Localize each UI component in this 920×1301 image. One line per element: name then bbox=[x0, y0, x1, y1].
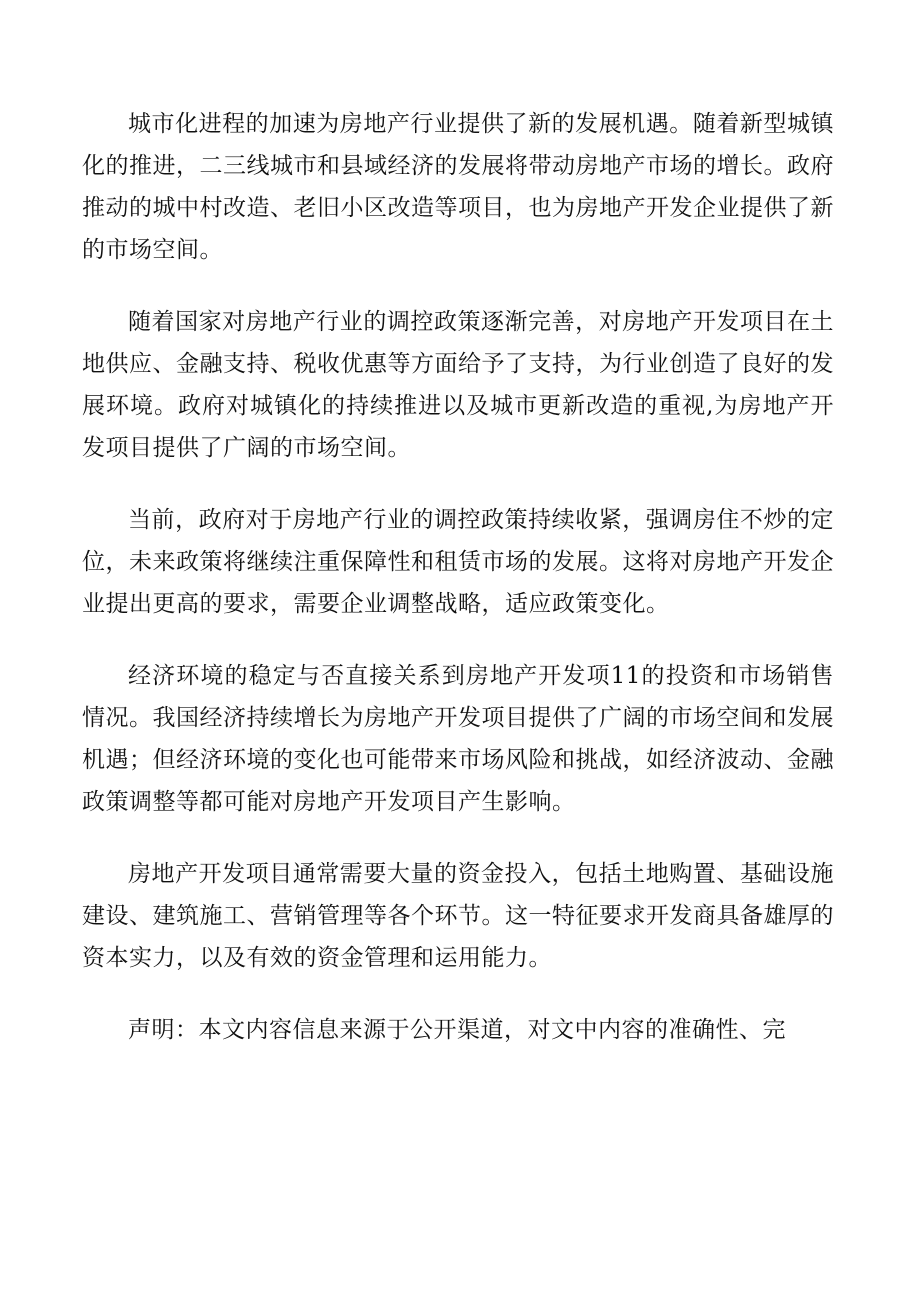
paragraph-disclaimer: 声明：本文内容信息来源于公开渠道，对文中内容的准确性、完 bbox=[128, 1017, 786, 1043]
document-body bbox=[82, 103, 834, 1081]
paragraph-urbanization: 城市化进程的加速为房地产行业提供了新的发展机遇。随着新型城镇化的推进，二三线城市和县域经济的发展将带动房地产市场的增长。政府推动的城中村改造、老旧小区改造等项目，也为房地产开发企业提供了新的市场空间。 bbox=[82, 111, 834, 263]
paragraph-regulation: 当前，政府对于房地产行业的调控政策持续收紧，强调房住不炒的定位，未来政策将继续注重保障性和租赁市场的发展。这将对房地产开发企业提出更高的要求，需要企业调整战略，适应政策变化。 bbox=[82, 507, 834, 617]
paragraph-policy-support: 随着国家对房地产行业的调控政策逐渐完善，对房地产开发项目在土地供应、金融支持、税收优惠等方面给予了支持，为行业创造了良好的发展环境。政府对城镇化的持续推进以及城市更新改造的重视,为房地产开发项目提供了广阔的市场空间。 bbox=[82, 309, 834, 461]
paragraph-capital-requirements: 房地产开发项目通常需要大量的资金投入，包括土地购置、基础设施建设、建筑施工、营销管理等各个环节。这一特征要求开发商具备雄厚的资本实力，以及有效的资金管理和运用能力。 bbox=[82, 861, 834, 971]
paragraph-economic-environment: 经济环境的稳定与否直接关系到房地产开发项11的投资和市场销售情况。我国经济持续增长为房地产开发项目提供了广阔的市场空间和发展机遇；但经济环境的变化也可能带来市场风险和挑战，如经济波动、金融政策调整等都可能对房地产开发项目产生影响。 bbox=[82, 663, 834, 815]
